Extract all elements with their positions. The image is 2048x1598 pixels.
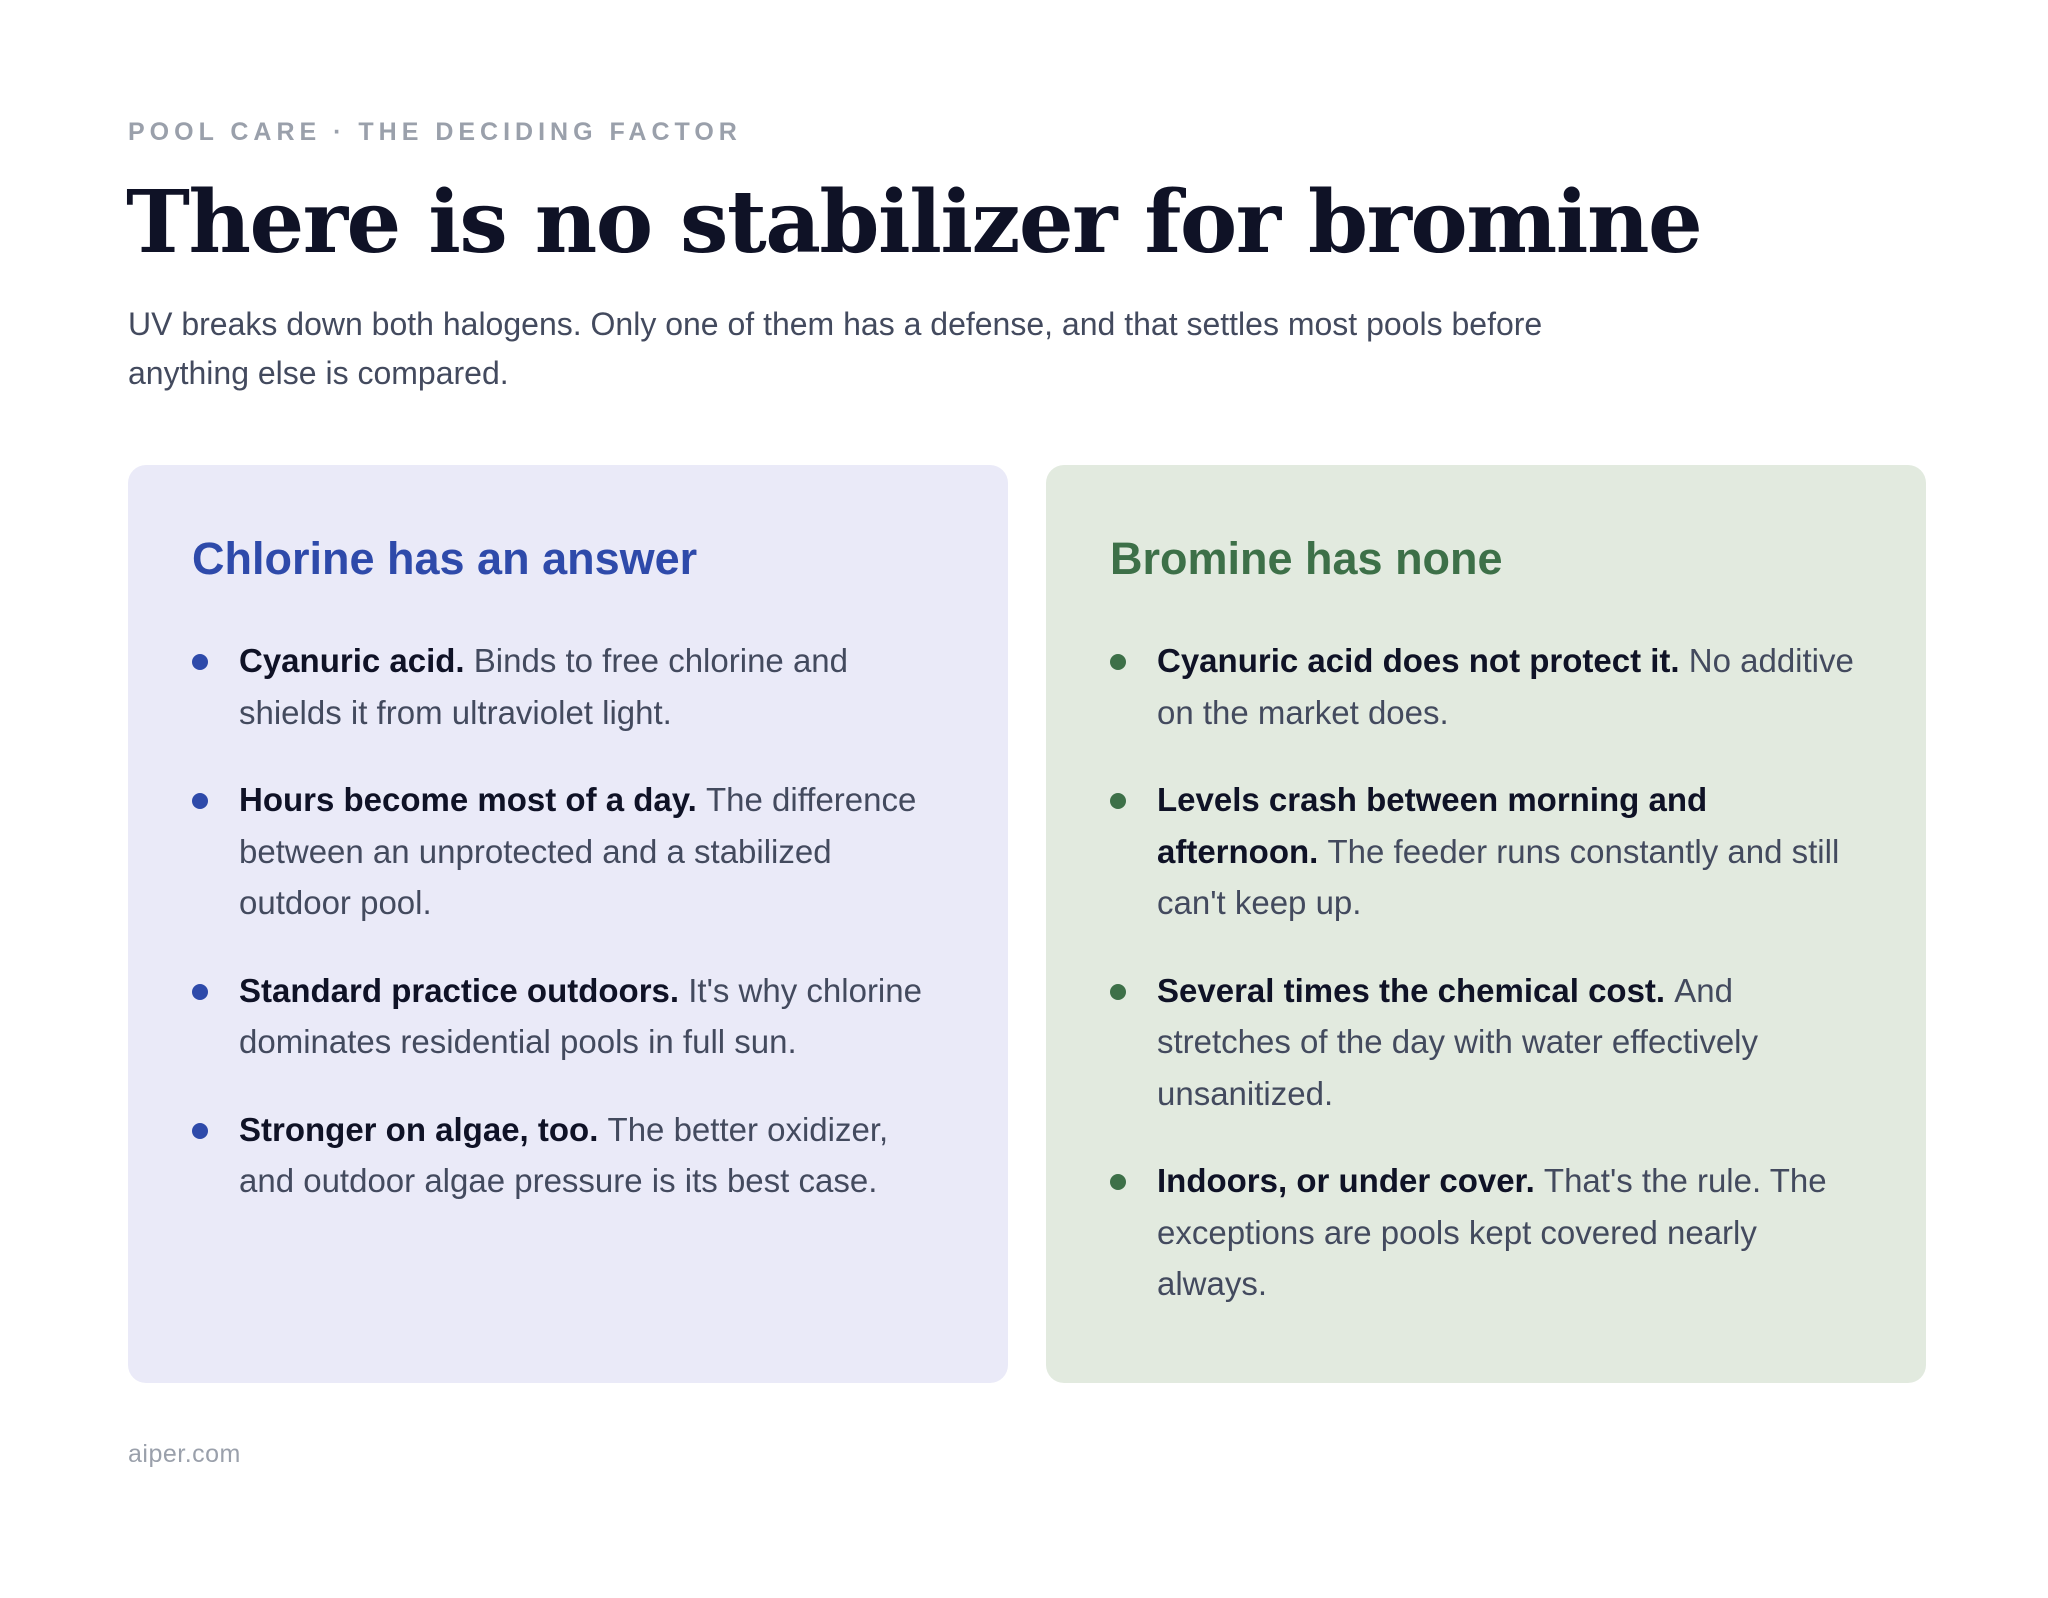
list-item [192,774,948,929]
item-text: The feeder runs constantly and still can't keep up. [1157,832,1840,921]
bullet-dot-icon [1110,984,1126,1000]
bromine-card [1046,465,1926,1383]
item-lead: Cyanuric acid. [239,642,474,679]
list-item [1110,965,1866,1120]
list-item [192,965,948,1068]
bullet-dot-icon [1110,654,1126,670]
bromine-card-title: Bromine has none [1110,533,1503,584]
item-text: Binds to free chlorine and shields it from ultraviolet light. [239,642,848,731]
item-text: That's the rule. The exceptions are pools kept covered nearly always. [1157,1162,1827,1302]
bullet-dot-icon [192,654,208,670]
bromine-list [1110,635,1866,1310]
item-lead: Levels crash between morning and afternoon. [1157,781,1708,870]
chlorine-list [192,635,948,1207]
bullet-dot-icon [192,793,208,809]
list-item [1110,1155,1866,1310]
item-lead: Stronger on algae, too. [239,1110,608,1148]
list-item [1110,774,1866,929]
bullet-dot-icon [192,984,208,1000]
item-lead: Cyanuric acid does not protect it. [1157,642,1689,679]
list-item [192,635,948,738]
item-lead: Standard practice outdoors. [239,971,689,1009]
page-title: There is no stabilizer for bromine [126,172,1702,273]
item-text: The difference between an unprotected and a stabilized outdoor pool. [239,781,917,921]
item-text: It's why chlorine dominates residential pools in full sun. [239,971,922,1060]
bullet-dot-icon [1110,1174,1126,1190]
item-text: The better oxidizer, and outdoor algae pressure is its best case. [239,1110,889,1199]
page-subtitle: UV breaks down both halogens. Only one of them has a defense, and that settles most pools before anything else is compared. [128,306,1543,391]
bullet-dot-icon [1110,793,1126,809]
item-lead: Indoors, or under cover. [1157,1162,1544,1199]
chlorine-card-title: Chlorine has an answer [192,533,698,584]
eyebrow-label: POOL CARE · THE DECIDING FACTOR [128,118,742,146]
item-text: And stretches of the day with water effectively unsanitized. [1157,971,1759,1112]
footer-source: aiper.com [128,1440,241,1468]
chlorine-card [128,465,1008,1383]
bullet-dot-icon [192,1123,208,1139]
item-lead: Several times the chemical cost. [1157,971,1675,1009]
item-lead: Hours become most of a day. [239,781,706,818]
list-item [192,1104,948,1207]
item-text: No additive on the market does. [1157,642,1854,731]
list-item [1110,635,1866,738]
